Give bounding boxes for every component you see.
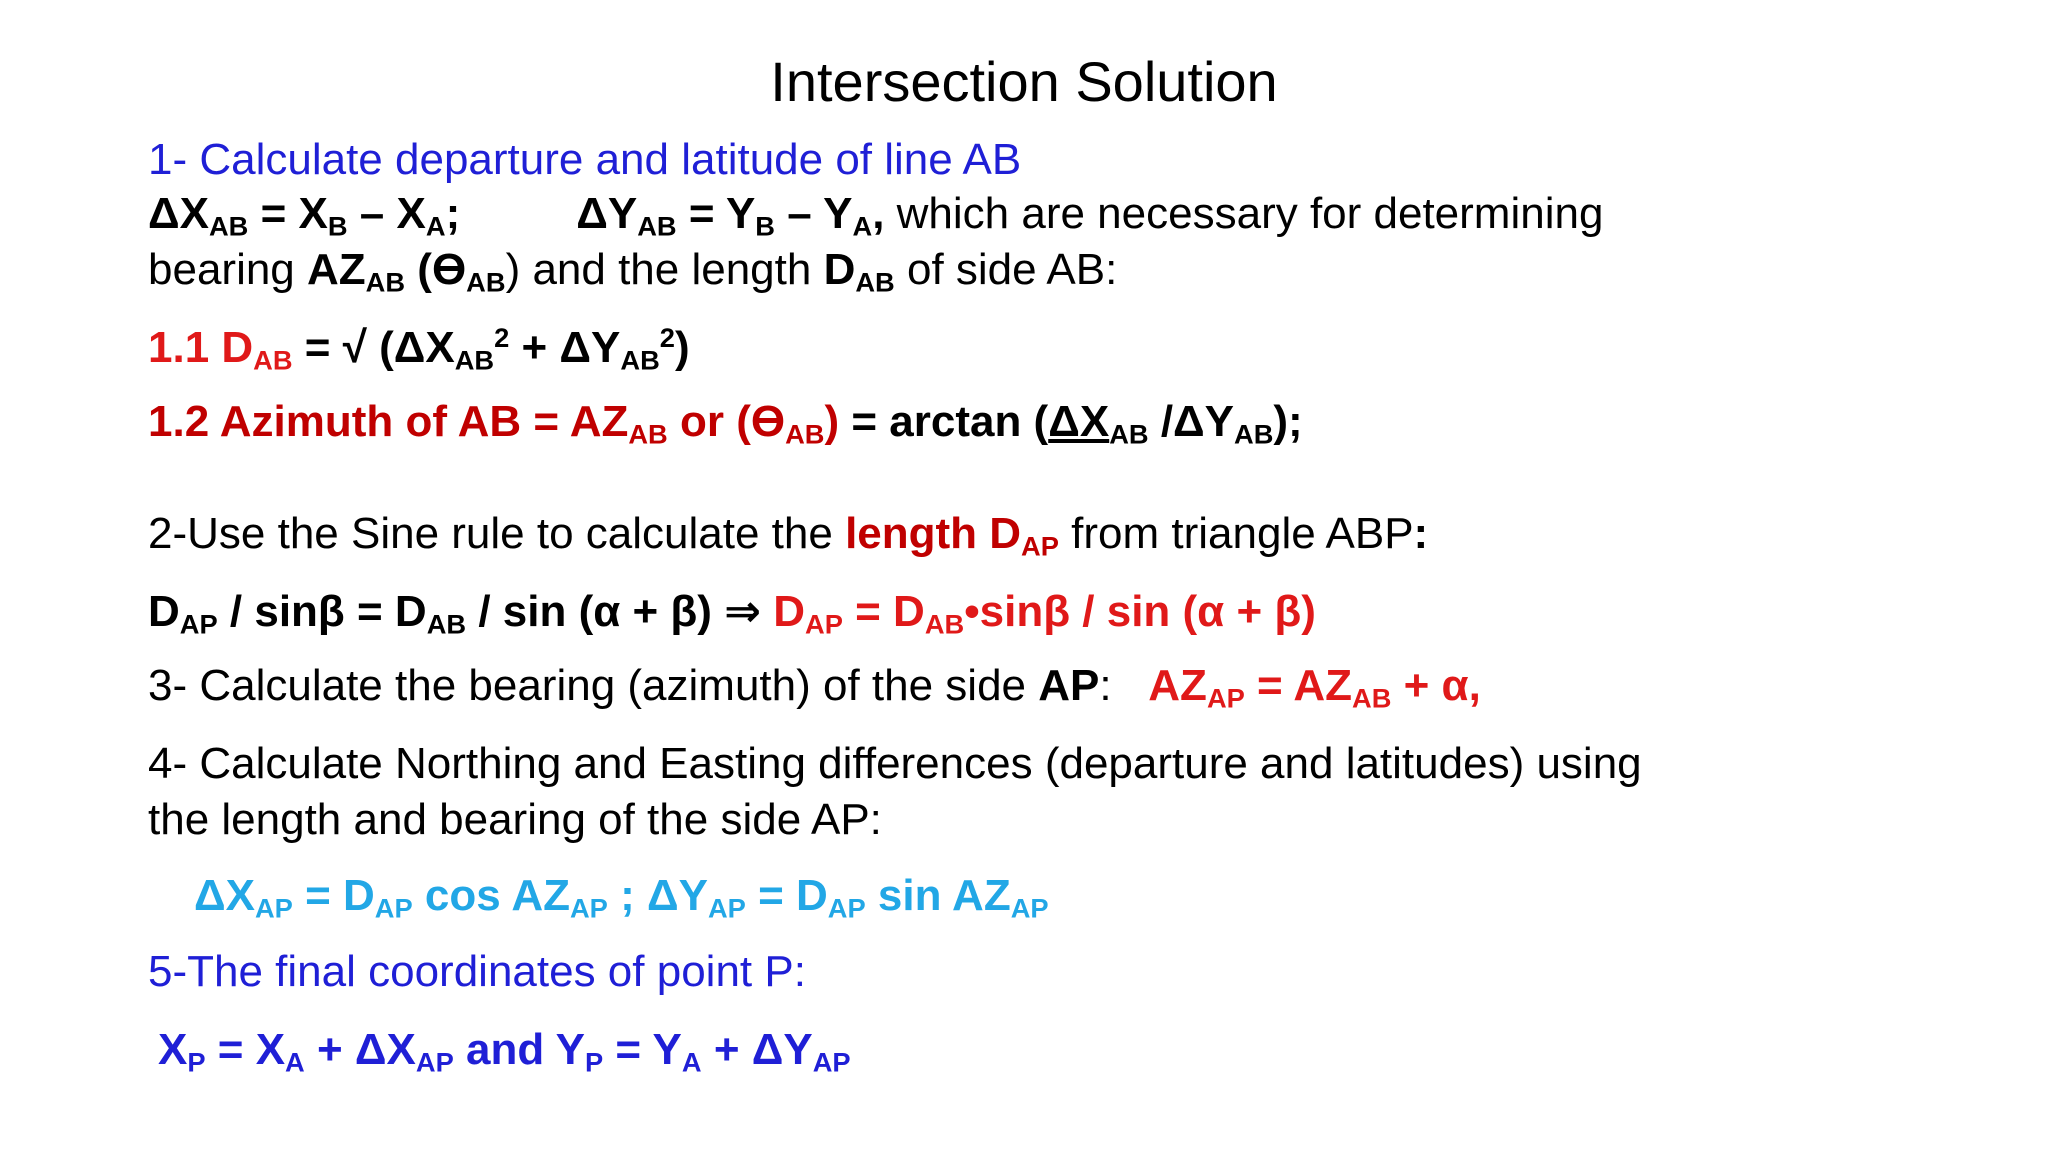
- step1-2-azimuth-formula: 1.2 Azimuth of AB = $AZ_{AB}$ or $(Ө_{AB}) = \arctan (\Delta X_{AB}$ $/\Delta Y_{AB}$);: [148, 397, 1303, 450]
- slide-title: Intersection Solution: [770, 50, 1278, 113]
- delta-y-ab: $\Delta Y_{AB} = Y_B - Y_A$,: [576, 189, 885, 242]
- step1-delta-line: [148, 186, 1603, 242]
- step1-bearing-line: bearing $AZ_{AB}$ $(Ө_{AB})$ and the length $D_{AB}$ of side AB:: [148, 245, 1118, 298]
- step5-heading: 5-The final coordinates of point P:: [148, 947, 806, 996]
- step4-line2: the length and bearing of the side AP:: [148, 795, 882, 844]
- step2-heading: 2-Use the Sine rule to calculate the length $D_{AP}$ from triangle ABP:: [148, 509, 1429, 562]
- step2-sine-rule-formula: $D_{AP} / \sin\beta = D_{AB} / \sin (\alpha + \beta)$ ⇒ $D_{AP}$ = $D_{AB}•\sin\beta / \sin (\alpha + \beta)$: [148, 587, 1316, 640]
- step1-tail: which are necessary for determining: [884, 189, 1604, 238]
- delta-x-ab: $\Delta X_{AB} = X_B - X_A$;: [148, 189, 461, 242]
- step3-bearing-line: 3- Calculate the bearing (azimuth) of the side AP: $AZ_{AP} = AZ_{AB} + \alpha$,: [148, 661, 1481, 714]
- step5-coordinates-formula: $X_P = X_A + \Delta X_{AP}$ and $Y_P = Y_A + \Delta Y_{AP}$: [158, 1025, 851, 1078]
- step1-heading: 1- Calculate departure and latitude of line AB: [148, 135, 1022, 184]
- step4-delta-formula: $\Delta X_{AP} = D_{AP}$ $\cos AZ_{AP}$ ; $\Delta Y_{AP} = D_{AP}$ $\sin AZ_{AP}$: [194, 871, 1049, 924]
- step4-line1: 4- Calculate Northing and Easting differences (departure and latitudes) using: [148, 739, 1642, 788]
- step1-1-distance-formula: 1.1 $D_{AB}$ = √ $(\Delta X_{AB}^2 + \Delta Y_{AB}^2)$: [148, 322, 690, 376]
